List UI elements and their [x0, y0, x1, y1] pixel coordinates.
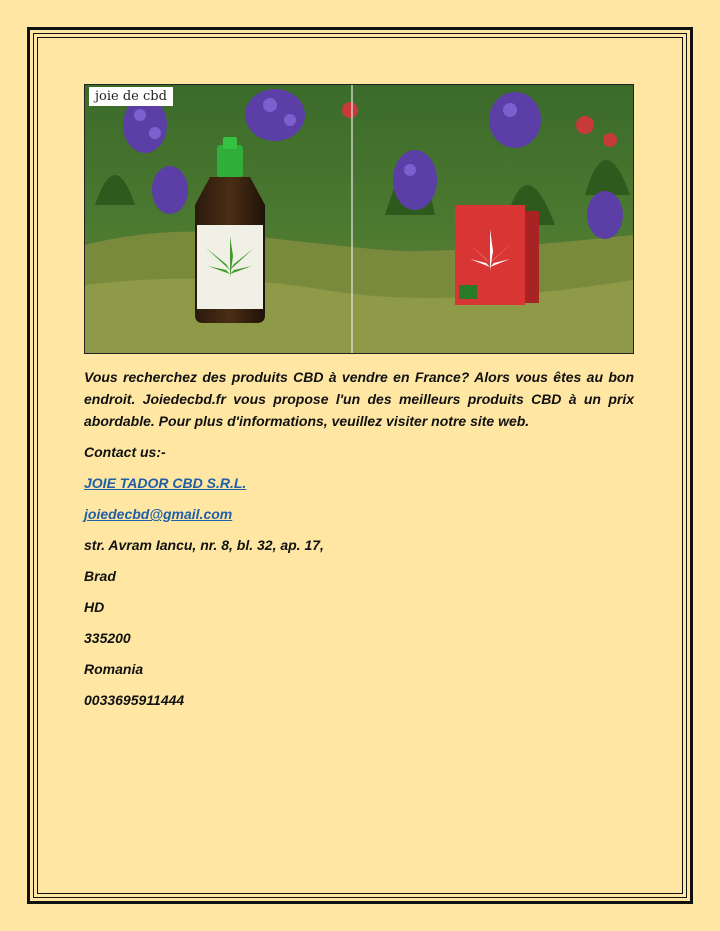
- product-photo: [84, 84, 634, 354]
- intro-paragraph: Vous recherchez des produits CBD à vendre en France? Alors vous êtes au bon endroit. Joiedecbd.fr vous propose l'un des meilleurs produits CBD à un prix abordable. Pour plus d'informations, veuillez visiter notre site web.: [84, 369, 634, 429]
- email-link[interactable]: joiedecbd@gmail.com: [84, 506, 233, 522]
- country: Romania: [84, 661, 144, 677]
- city: Brad: [84, 568, 116, 584]
- company-link[interactable]: JOIE TADOR CBD S.R.L.: [84, 475, 247, 491]
- postcode: 335200: [84, 630, 131, 646]
- brand-logo-label: joie de cbd: [89, 87, 173, 106]
- contact-heading: Contact us:-: [84, 444, 166, 460]
- document-body: [84, 366, 634, 720]
- region: HD: [84, 599, 105, 615]
- phone-number: 0033695911444: [84, 692, 185, 708]
- street-address: str. Avram Iancu, nr. 8, bl. 32, ap. 17,: [84, 537, 324, 553]
